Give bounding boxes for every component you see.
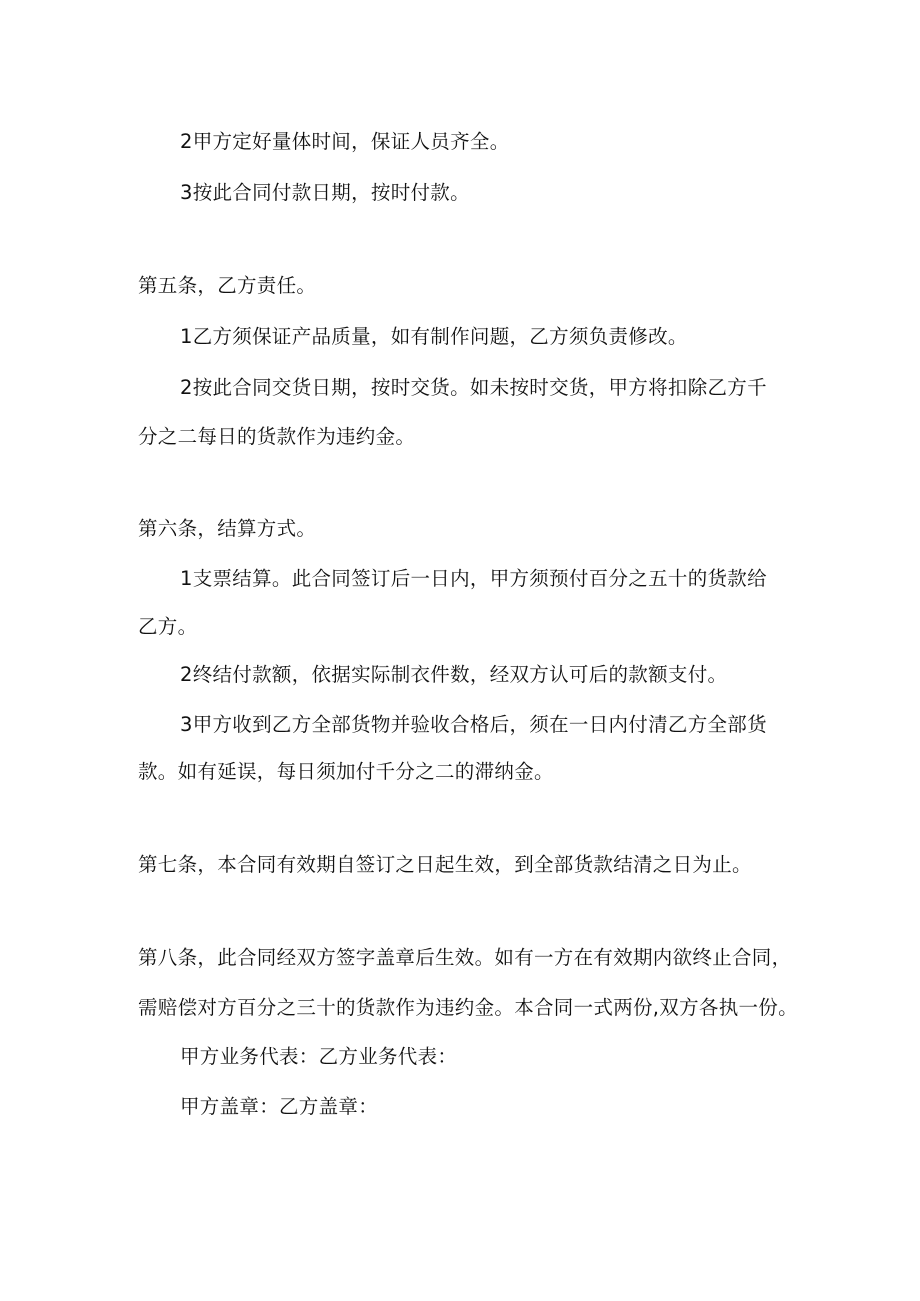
clause-5-item-1: 1乙方须保证产品质量，如有制作问题，乙方须负责修改。: [180, 325, 688, 348]
seals-line: 甲方盖章：乙方盖章：: [180, 1095, 379, 1118]
clause-5-item-2: 2按此合同交货日期，按时交货。如未按时交货，甲方将扣除乙方千: [180, 376, 767, 399]
representatives-line: 甲方业务代表：乙方业务代表：: [180, 1045, 458, 1068]
clause-6-item-3: 3甲方收到乙方全部货物并验收合格后，须在一日内付清乙方全部货: [180, 713, 767, 736]
clause-5-heading: 第五条，乙方责任。: [138, 274, 317, 297]
clause-4-item-2: 2甲方定好量体时间，保证人员齐全。: [180, 130, 510, 153]
clause-6-item-2: 2终结付款额，依据实际制衣件数，经双方认可后的款额支付。: [180, 663, 728, 686]
clause-6-heading: 第六条，结算方式。: [138, 517, 317, 540]
clause-7: 第七条，本合同有效期自签订之日起生效，到全部货款结清之日为止。: [138, 853, 752, 876]
clause-6-item-1: 1支票结算。此合同签订后一日内，甲方须预付百分之五十的货款给: [180, 567, 767, 590]
clause-4-item-3: 3按此合同付款日期，按时付款。: [180, 181, 470, 204]
clause-6-item-1-continued: 乙方。: [138, 615, 198, 638]
clause-6-item-3-continued: 款。如有延误，每日须加付千分之二的滞纳金。: [138, 760, 554, 783]
clause-8-continued: 需赔偿对方百分之三十的货款作为违约金。本合同一式两份,双方各执一份。: [138, 996, 798, 1019]
clause-8: 第八条，此合同经双方签字盖章后生效。如有一方在有效期内欲终止合同，: [138, 946, 792, 969]
clause-5-item-2-continued: 分之二每日的货款作为违约金。: [138, 425, 416, 448]
